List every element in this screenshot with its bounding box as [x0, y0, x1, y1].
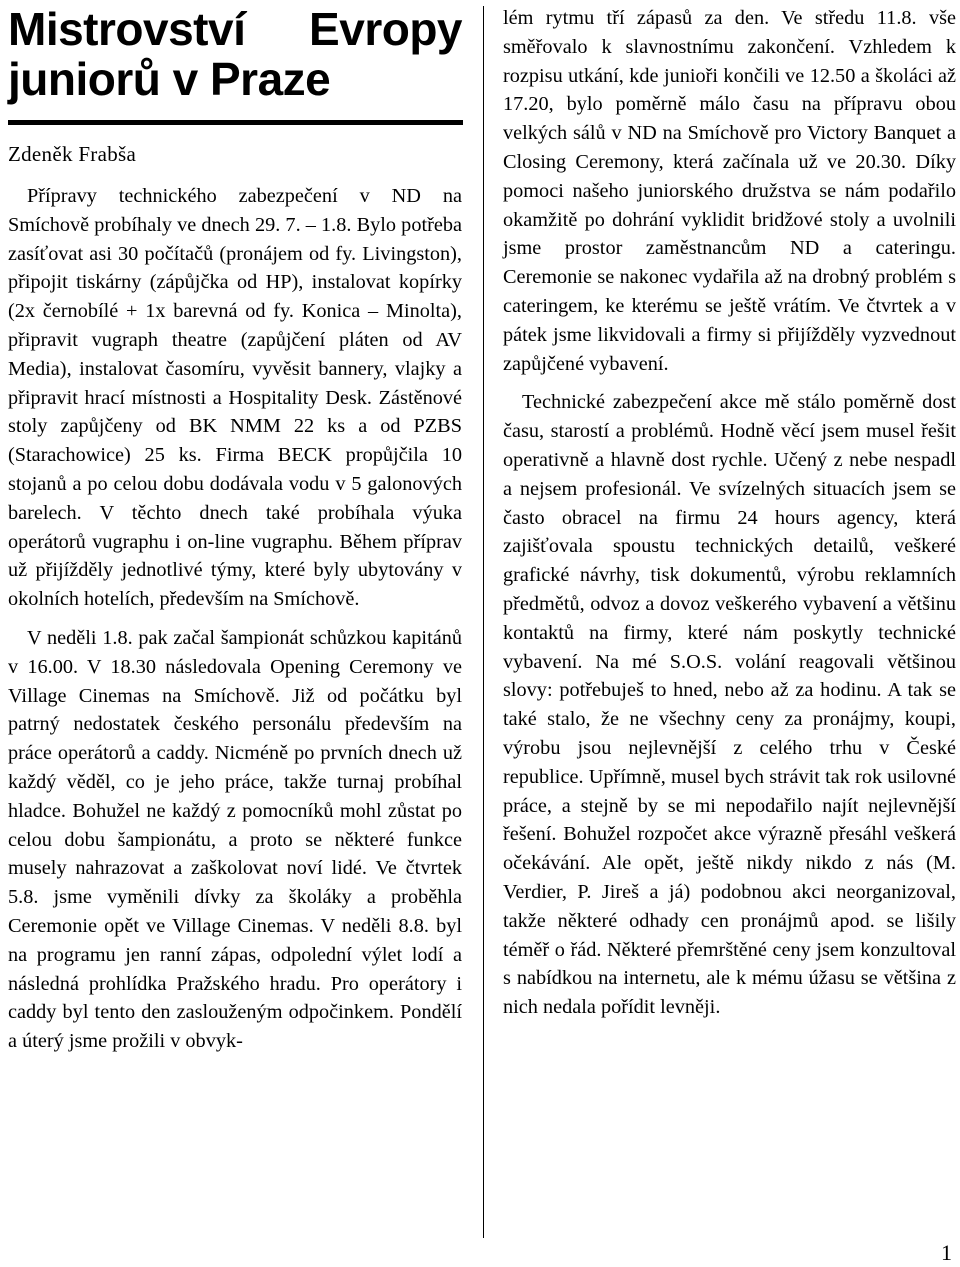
right-column	[503, 4, 956, 1022]
article-title: Mistrovství Evropy juniorů v Praze	[8, 3, 462, 105]
left-body-text	[8, 182, 462, 1056]
left-column	[8, 4, 462, 1056]
paragraph: V neděli 1.8. pak začal šampionát schůzkou kapitánů v 16.00. V 18.30 následovala Opening Ceremony ve Village Cinemas na Smíchově. Již od počátku byl patrný nedostatek českého personálu především na práce operátorů a caddy. Nicméně po prvních dnech už každý věděl, co je jeho práce, takže turnaj probíhal hladce. Bohužel ne každý z pomocníků mohl zůstat po celou dobu šampionátu, a proto se některé funkce musely nahrazovat a zaškolovat noví lidé. Ve čtvrtek 5.8. jsme vyměnili dívky za školáky a proběhla Ceremonie opět ve Village Cinemas. V neděli 8.8. byl na programu jen ranní zápas, odpolední výlet lodí a následná prohlídka Pražského hradu. Pro operátory i caddy byl tento den zaslouženým odpočinkem. Pondělí a úterý jsme prožili v obvyk-	[8, 626, 462, 1053]
page-number: 1	[941, 1240, 952, 1265]
column-divider	[483, 6, 484, 1238]
right-body-text	[503, 4, 956, 1022]
paragraph: Přípravy technického zabezpečení v ND na Smíchově probíhaly ve dnech 29. 7. – 1.8. Bylo potřeba zasíťovat asi 30 počítačů (pronájem od fy. Livingston), připojit tiskárny (zápůjčka od HP), instalovat kopírky (2x černobílé + 1x barevná od fy. Konica – Minolta), připravit vugraph theatre (zapůjčení pláten od AV Media), instalovat časomíru, vyvěsit bannery, vlajky a připravit hrací místnosti a Hospitality Desk. Zástěnové stoly zapůjčeny od BK NMM 22 ks a od PZBS (Starachowice) 25 ks. Firma BECK propůjčila 10 stojanů a po celou dobu dodávala vodu v 5 galonových barelech. V těchto dnech také probíhala výuka operátorů vugraphu i on-line vugraphu. Během příprav už přijížděly jednotlivé týmy, které byly ubytovány v okolních hotelích, především na Smíchově.	[8, 185, 462, 611]
article-author: Zdeněk Frabša	[8, 142, 137, 166]
paragraph: lém rytmu tří zápasů za den. Ve středu 11.8. vše směřovalo k slavnostnímu zakončení. Vzhledem k rozpisu utkání, kde junioři končili ve 12.50 a školáci až 17.20, bylo poměrně málo času na přípravu obou velkých sálů v ND na Smíchově pro Victory Banquet a Closing Ceremony, která začínala už ve 20.30. Díky pomoci našeho juniorského družstva se nám podařilo okamžitě po dohrání vyklidit bridžové stoly a uvolnili jsme prostor zaměstnancům ND a cateringu. Ceremonie se nakonec vydařila až na drobný problém s cateringem, ke kterému se ještě vrátím. Ve čtvrtek a v pátek jsme likvidovali a firmy si přijížděly vyzvednout zapůjčené vybavení.	[503, 7, 956, 375]
title-rule	[8, 120, 463, 125]
paragraph: Technické zabezpečení akce mě stálo poměrně dost času, starostí a problémů. Hodně věcí jsem musel řešit operativně a hlavně dost rychle. Učený z nebe nespadl a nejsem profesionál. Ve svízelných situacích jsem se často obracel na firmu 24 hours agency, která zajišťovala spoustu technických detailů, veškeré grafické návrhy, tisk dokumentů, výrobu reklamních předmětů, odvoz a dovoz veškerého vybavení a většinu kontaktů na firmy, které nám poskytly technické vybavení. Na mé S.O.S. volání reagovali většinou slovy: potřebuješ to hned, nebo až za hodinu. A tak se také stalo, že ne všechny ceny za pronájmy, koupi, výrobu jsou nejlevnější z celého trhu v České republice. Upřímně, musel bych strávit tak rok usilovné práce, a stejně by se mi nepodařilo najít nejlevnější řešení. Bohužel rozpočet akce výrazně přesáhl veškerá očekávání. Ale opět, ještě nikdy nikdo z nás (M. Verdier, P. Jireš a já) podobnou akci neorganizoval, takže některé odhady cen pronájmů apod. se lišily téměř o řád. Některé přemrštěné ceny jsem konzultoval s nabídkou na internetu, ale k mému úžasu se většina z nich nedala pořídit levněji.	[503, 391, 956, 1019]
